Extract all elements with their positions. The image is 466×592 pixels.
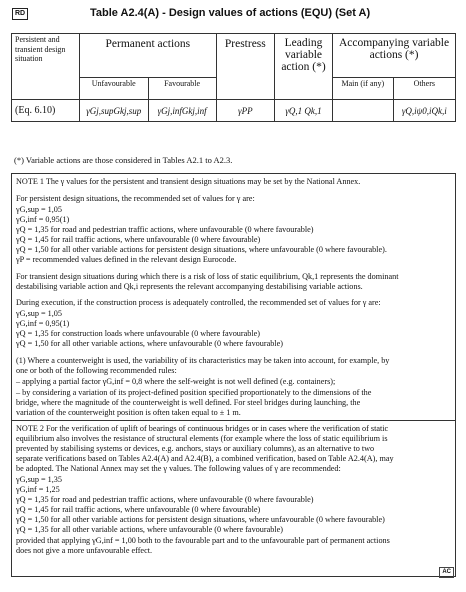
permanent-actions-header: Permanent actions — [79, 34, 216, 78]
favourable-header: Favourable — [148, 78, 216, 100]
note-line: – by considering a variation of its project-defined position specified proportionately to the dimensions of the — [16, 388, 372, 397]
amendment-mark-icon: RD — [12, 8, 28, 20]
note-line: γG,inf = 0,95(1) — [16, 319, 70, 328]
equation-ref: (Eq. 6.10) — [12, 100, 80, 122]
table-header — [12, 7, 452, 25]
amendment-end-mark-icon: AC — [439, 567, 454, 578]
situation-header: Persistent and transient design situation — [12, 34, 80, 100]
table-footnote: (*) Variable actions are those considered in Tables A2.1 to A2.3. — [14, 155, 233, 165]
note-line: γG,sup = 1,05 — [16, 205, 62, 214]
note-line: γP = recommended values defined in the relevant design Eurocode. — [16, 255, 237, 264]
note-line: bridge, where the magnitude of the counterweight is well defined. For steel bridges during launching, the — [16, 398, 361, 407]
note-line: γQ = 1,50 for all other variable actions for persistent design situations, where unfavourable (0 where favourable). — [16, 245, 387, 254]
leading-formula: γQ,1 Qk,1 — [274, 100, 332, 122]
unfavourable-header: Unfavourable — [79, 78, 148, 100]
note-line: prevented by stabilising systems or devices, e.g. anchors, stays or auxiliary columns), as an alternative to two — [16, 444, 375, 453]
note-line: equilibrium also involves the resistance of structural elements (for example where the loss of static equilibrium is — [16, 434, 388, 443]
note-line: γQ = 1,35 for construction loads where unfavourable (0 where favourable) — [16, 329, 260, 338]
unfavourable-formula: γGj,supGkj,sup — [79, 100, 148, 122]
note-line: NOTE 1 The γ values for the persistent and transient design situations may be set by the National Annex. — [16, 177, 361, 186]
note-line: γG,sup = 1,35 — [16, 475, 62, 484]
design-values-table — [11, 33, 456, 122]
note-line: destabilising variable action and Qk,i represents the relevant accompanying destabilising variable actions. — [16, 282, 363, 291]
leading-variable-header: Leading variable action (*) — [274, 34, 332, 100]
note-line: separate verifications based on Tables A2.4(A) and A2.4(B), a combined verification, based on Table A2.4(A), may — [16, 454, 394, 463]
note-line: γG,inf = 1,25 — [16, 485, 60, 494]
others-formula: γQ,iψ0,iQk,i — [393, 100, 455, 122]
note-line: γQ = 1,50 for all other variable actions for persistent design situations, where unfavourable (0 where favourable) — [16, 515, 385, 524]
note-line: γQ = 1,45 for rail traffic actions, where unfavourable (0 where favourable) — [16, 505, 261, 514]
note-line: be adopted. The National Annex may set the γ values. The following values of γ are recommended: — [16, 464, 341, 473]
main-header: Main (if any) — [333, 78, 394, 100]
favourable-formula: γGj,infGkj,inf — [148, 100, 216, 122]
note-line: γQ = 1,35 for road and pedestrian traffic actions, where unfavourable (0 where favourable) — [16, 495, 314, 504]
note-line: For transient design situations during which there is a risk of loss of static equilibrium, Qk,1 represents the dominant — [16, 272, 399, 281]
note-line: For persistent design situations, the recommended set of values for γ are: — [16, 194, 255, 203]
note-line: γQ = 1,50 for all other variable actions, where unfavourable (0 where favourable) — [16, 339, 283, 348]
note-line: γG,sup = 1,05 — [16, 309, 62, 318]
prestress-formula: γPP — [216, 100, 274, 122]
note-line: (1) Where a counterweight is used, the variability of its characteristics may be taken into account, for example, by — [16, 356, 390, 365]
note-line: γQ = 1,45 for rail traffic actions, where unfavourable (0 where favourable) — [16, 235, 261, 244]
note-line: does not give a more unfavourable effect. — [16, 546, 153, 555]
accompanying-variable-header: Accompanying variable actions (*) — [333, 34, 456, 78]
notes-divider — [12, 420, 455, 421]
note-line: one or both of the following recommended rules: — [16, 366, 177, 375]
main-formula — [333, 100, 394, 122]
note-line: – applying a partial factor γG,inf = 0,8 where the self-weight is not well defined (e.g. containers); — [16, 377, 336, 386]
table-title: Table A2.4(A) - Design values of actions (EQU) (Set A) — [90, 7, 371, 19]
note-line: provided that applying γG,inf = 1,00 both to the favourable part and to the unfavourable part of permanent actions — [16, 536, 390, 545]
others-header: Others — [393, 78, 455, 100]
note-line: During execution, if the construction process is adequately controlled, the recommended set of values for γ are: — [16, 298, 381, 307]
note-line: γG,inf = 0,95(1) — [16, 215, 70, 224]
note-line: NOTE 2 For the verification of uplift of bearings of continuous bridges or in cases where the verification of static — [16, 424, 389, 433]
notes-box — [11, 173, 456, 577]
note-line: γQ = 1,35 for road and pedestrian traffic actions, where unfavourable (0 where favourable) — [16, 225, 314, 234]
note-line: γQ = 1,35 for all other variable actions, where unfavourable (0 where favourable) — [16, 525, 283, 534]
prestress-header: Prestress — [216, 34, 274, 100]
note-line: variation of the counterweight position is often taken equal to ± 1 m. — [16, 408, 241, 417]
